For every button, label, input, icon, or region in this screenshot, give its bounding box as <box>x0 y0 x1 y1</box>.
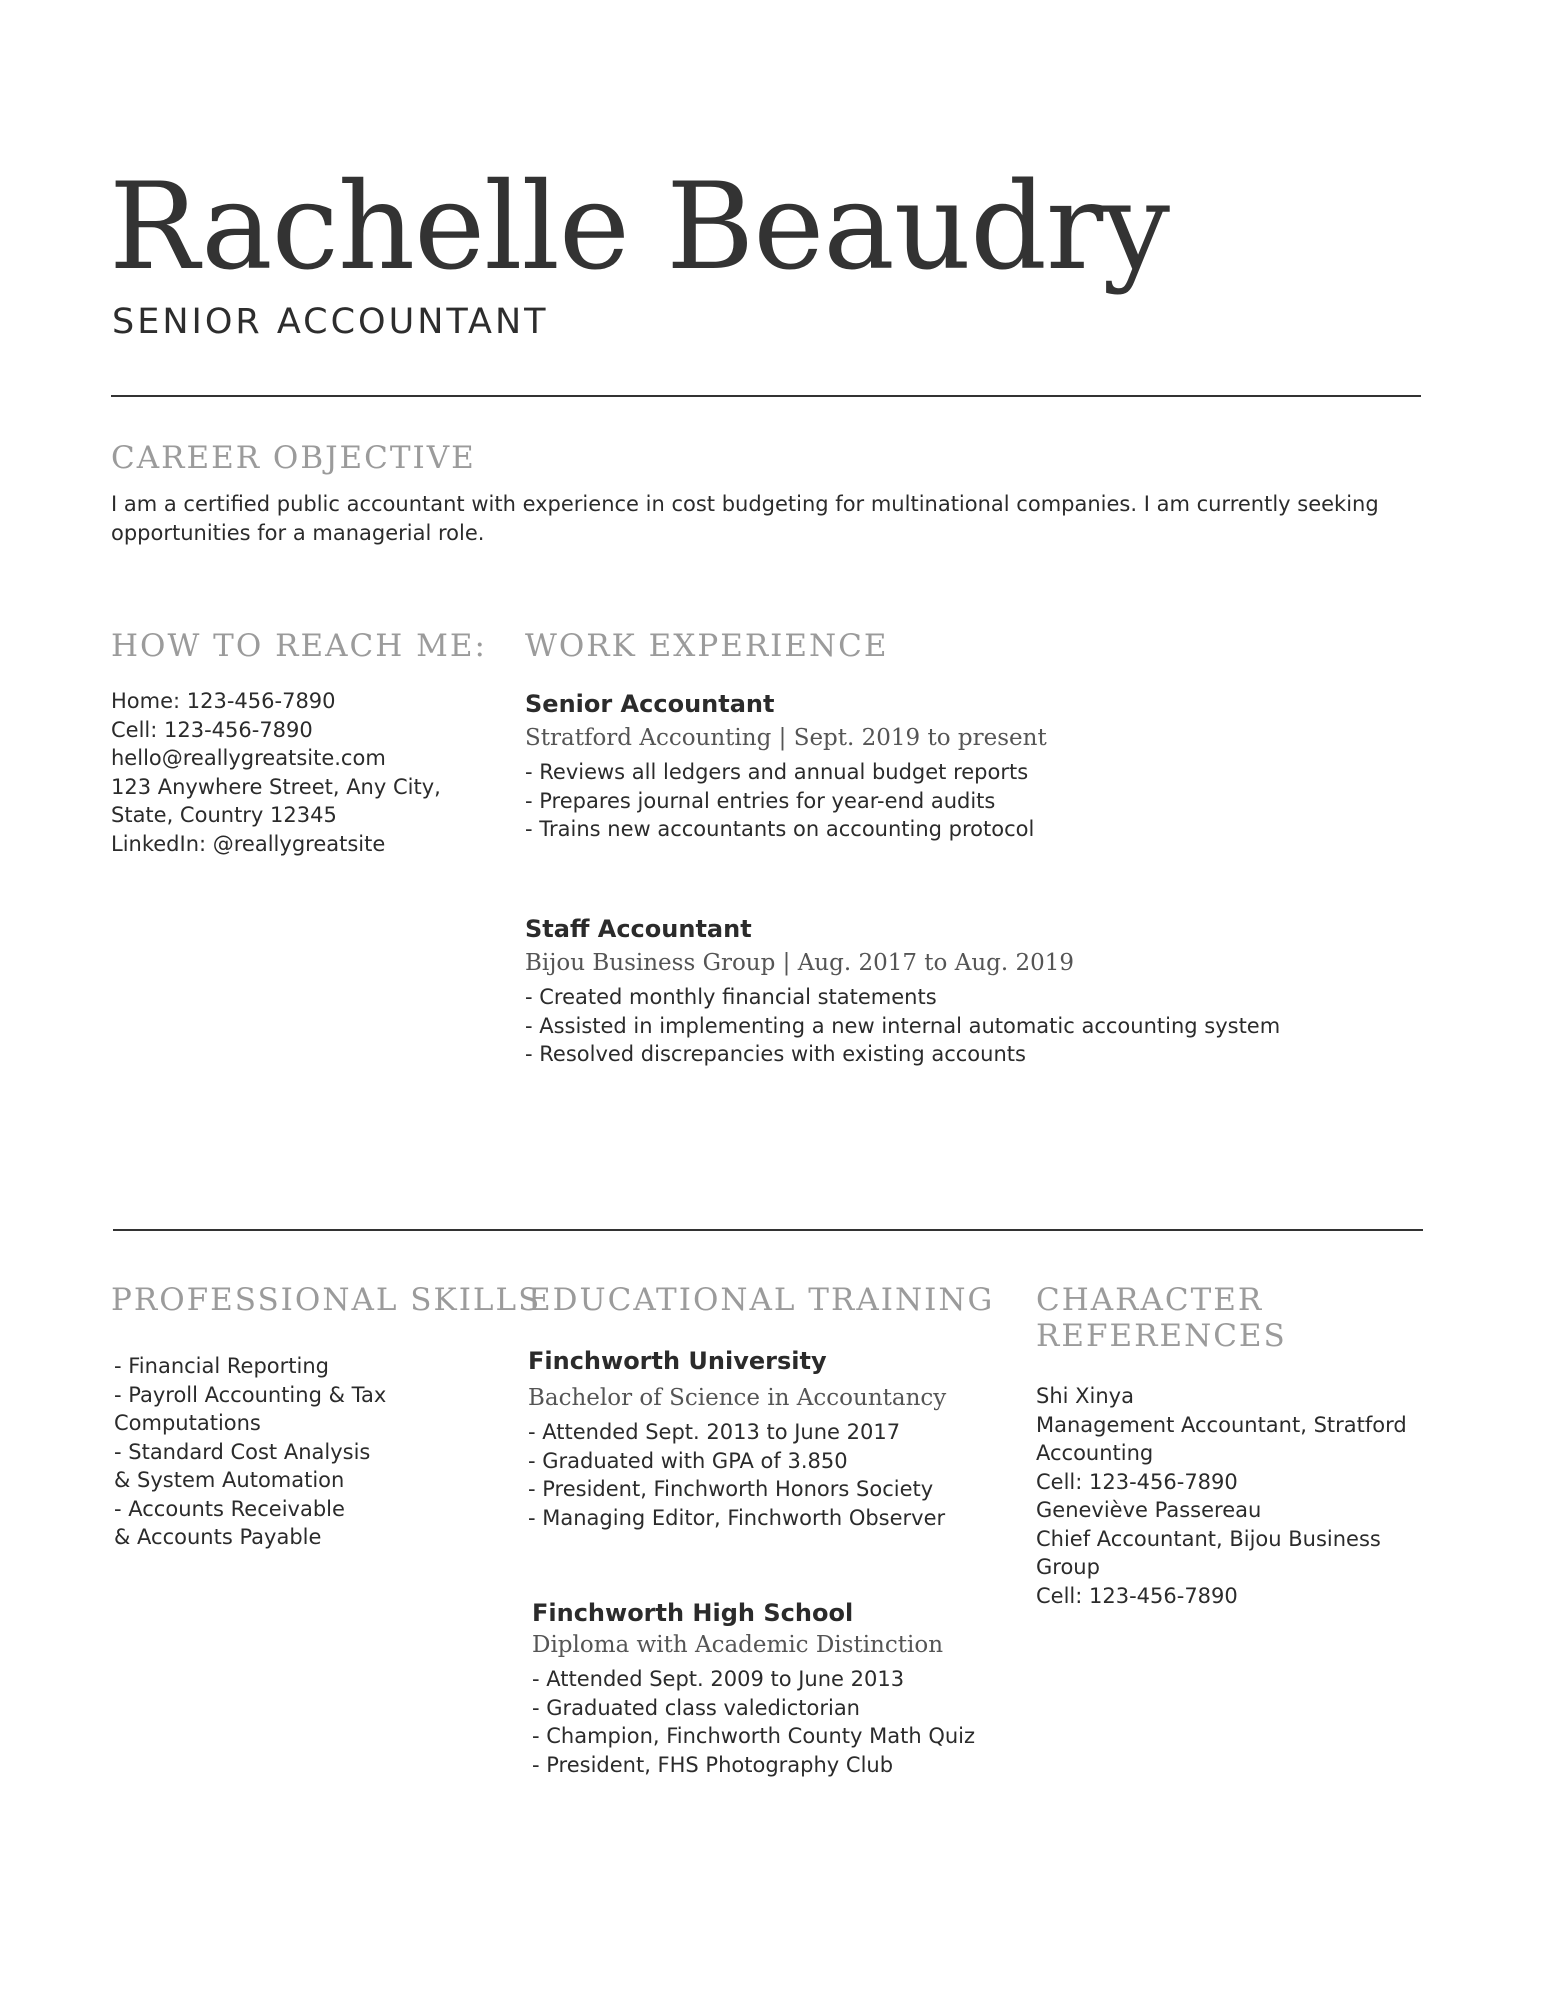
contact-address-line1: 123 Anywhere Street, Any City, <box>111 774 441 799</box>
reference-role: Management Accountant, Stratford <box>1036 1412 1407 1437</box>
references-heading-line2: REFERENCES <box>1036 1317 1287 1354</box>
job-entry <box>525 690 1047 844</box>
job-company-dates: Bijou Business Group | Aug. 2017 to Aug. 2019 <box>525 950 1075 976</box>
job-entry <box>525 915 1280 1069</box>
school-entry <box>528 1347 946 1532</box>
skill-item: & System Automation <box>114 1468 345 1492</box>
contact-cell-phone: Cell: 123-456-7890 <box>111 717 313 742</box>
school-name: Finchworth University <box>528 1347 827 1375</box>
job-duty: - Trains new accountants on accounting protocol <box>525 817 1035 841</box>
school-achievements <box>528 1418 946 1532</box>
job-title-header: SENIOR ACCOUNTANT <box>112 302 549 342</box>
skill-item: - Financial Reporting <box>114 1354 329 1378</box>
candidate-name: Rachelle Beaudry <box>109 158 1170 297</box>
school-achievement: - Graduated class valedictorian <box>532 1695 860 1720</box>
education-heading: EDUCATIONAL TRAINING <box>528 1282 995 1318</box>
top-divider <box>111 395 1421 397</box>
school-degree: Bachelor of Science in Accountancy <box>528 1385 947 1411</box>
references-heading <box>1036 1283 1287 1354</box>
job-company-dates: Stratford Accounting | Sept. 2019 to present <box>525 725 1047 751</box>
school-achievement: - President, Finchworth Honors Society <box>528 1477 934 1501</box>
references-heading-line1: CHARACTER <box>1036 1282 1264 1318</box>
reference-name: Geneviève Passereau <box>1036 1498 1262 1522</box>
skills-list <box>114 1352 386 1552</box>
school-degree: Diploma with Academic Distinction <box>532 1632 944 1658</box>
contact-email: hello@reallygreatsite.com <box>111 746 386 770</box>
skill-item: - Accounts Receivable <box>114 1496 345 1521</box>
skill-item: - Payroll Accounting & Tax <box>114 1382 387 1407</box>
job-duty: - Created monthly financial statements <box>525 985 937 1009</box>
reference-role: Group <box>1036 1555 1100 1579</box>
work-experience-heading: WORK EXPERIENCE <box>525 628 889 664</box>
school-achievement: - Attended Sept. 2009 to June 2013 <box>532 1667 905 1691</box>
references-list <box>1036 1382 1407 1610</box>
section-divider <box>113 1229 1423 1231</box>
skill-item: Computations <box>114 1411 261 1435</box>
reference-phone: Cell: 123-456-7890 <box>1036 1469 1238 1494</box>
reference-role: Chief Accountant, Bijou Business <box>1036 1526 1381 1551</box>
job-duty: - Resolved discrepancies with existing accounts <box>525 1042 1026 1066</box>
reference-role: Accounting <box>1036 1441 1154 1465</box>
contact-heading: HOW TO REACH ME: <box>111 628 487 664</box>
skills-heading: PROFESSIONAL SKILLS <box>111 1282 542 1318</box>
school-achievement: - Champion, Finchworth County Math Quiz <box>532 1724 976 1748</box>
skill-item: & Accounts Payable <box>114 1525 322 1549</box>
job-position: Staff Accountant <box>525 915 752 943</box>
career-objective-heading: CAREER OBJECTIVE <box>111 440 476 476</box>
reference-phone: Cell: 123-456-7890 <box>1036 1583 1238 1608</box>
job-duties <box>525 983 1280 1069</box>
contact-linkedin: LinkedIn: @reallygreatsite <box>111 831 386 856</box>
school-name: Finchworth High School <box>532 1599 854 1627</box>
school-achievement: - Managing Editor, Finchworth Observer <box>528 1505 946 1530</box>
school-achievement: - Graduated with GPA of 3.850 <box>528 1448 848 1473</box>
school-achievement: - Attended Sept. 2013 to June 2017 <box>528 1420 901 1444</box>
school-entry <box>532 1599 975 1779</box>
contact-home-phone: Home: 123-456-7890 <box>111 689 336 713</box>
job-duty: - Prepares journal entries for year-end audits <box>525 788 996 813</box>
contact-address-line2: State, Country 12345 <box>111 803 337 827</box>
skill-item: - Standard Cost Analysis <box>114 1439 371 1464</box>
job-position: Senior Accountant <box>525 690 775 718</box>
job-duty: - Reviews all ledgers and annual budget reports <box>525 760 1029 784</box>
school-achievements <box>532 1665 975 1779</box>
contact-details <box>111 687 441 858</box>
job-duty: - Assisted in implementing a new internal automatic accounting system <box>525 1013 1281 1038</box>
career-objective-text: I am a certified public accountant with experience in cost budgeting for multinational companies. I am currently seeking opportunities for a managerial role. <box>111 492 1379 545</box>
school-achievement: - President, FHS Photography Club <box>532 1752 894 1777</box>
reference-name: Shi Xinya <box>1036 1384 1134 1408</box>
job-duties <box>525 758 1047 844</box>
